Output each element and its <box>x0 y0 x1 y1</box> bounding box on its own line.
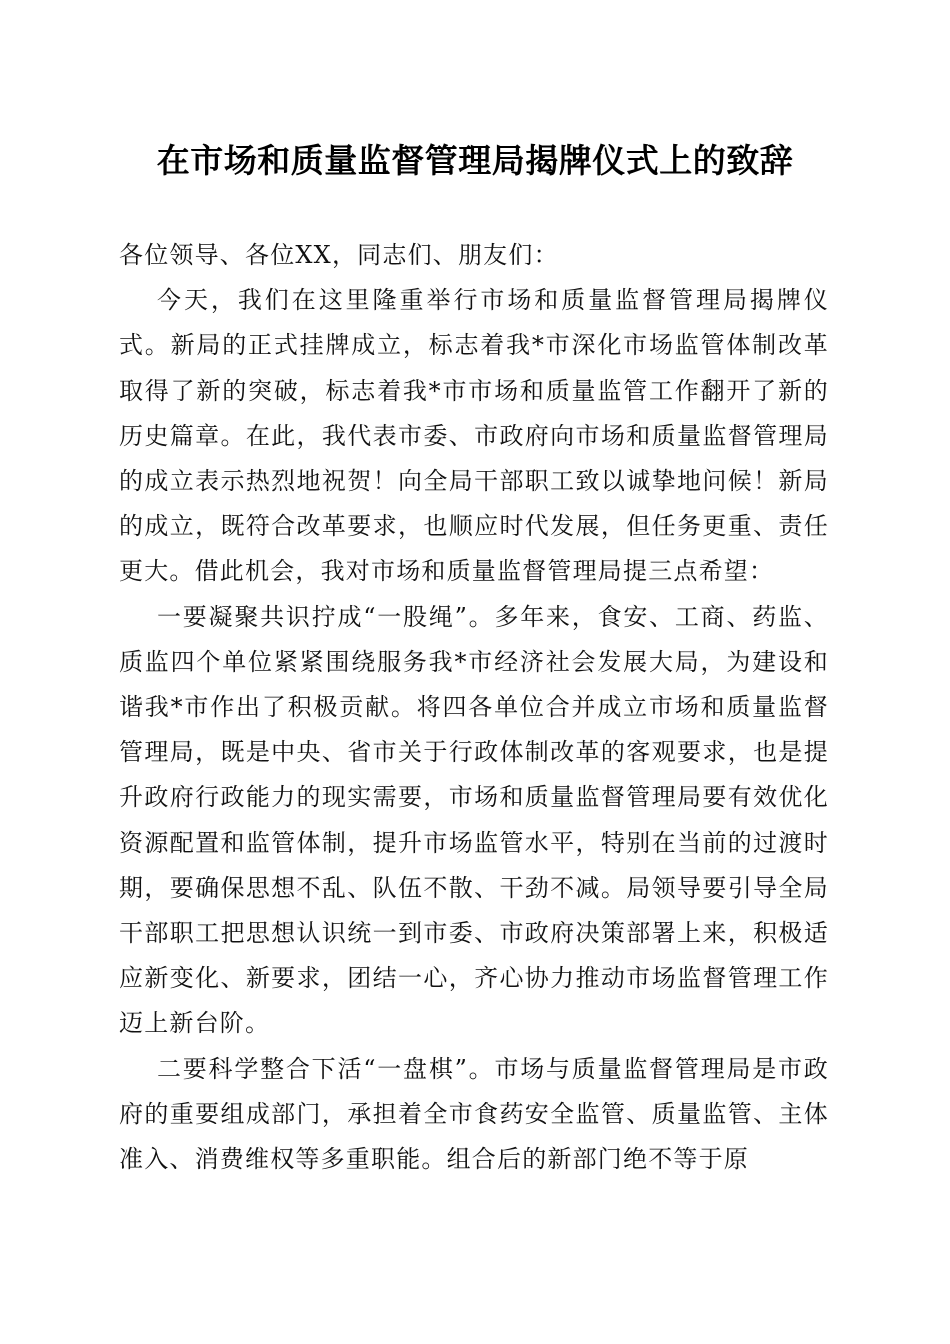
document-title: 在市场和质量监督管理局揭牌仪式上的致辞 <box>156 141 794 180</box>
document-body <box>119 233 829 1182</box>
point-one-paragraph: 一要凝聚共识拧成“一股绳”。多年来，食安、工商、药监、质监四个单位紧紧围绕服务我*市经济社会发展大局，为建设和谐我*市作出了积极贡献。将四各单位合并成立市场和质量监督管理局，既是中央、省市关于行政体制改革的客观要求，也是提升政府行政能力的现实需要，市场和质量监督管理局要有效优化资源配置和监管体制，提升市场监管水平，特别在当前的过渡时期，要确保思想不乱、队伍不散、干劲不减。局领导要引导全局干部职工把思想认识统一到市委、市政府决策部署上来，积极适应新变化、新要求，团结一心，齐心协力推动市场监督管理工作迈上新台阶。 <box>119 602 829 1038</box>
point-two-paragraph: 二要科学整合下活“一盘棋”。市场与质量监督管理局是市政府的重要组成部门，承担着全市食药安全监管、质量监管、主体准入、消费维权等多重职能。组合后的新部门绝不等于原 <box>119 1054 829 1174</box>
salutation-paragraph: 各位领导、各位XX，同志们、朋友们： <box>119 241 559 269</box>
intro-paragraph: 今天，我们在这里隆重举行市场和质量监督管理局揭牌仪式。新局的正式挂牌成立，标志着我*市深化市场监管体制改革取得了新的突破，标志着我*市市场和质量监管工作翻开了新的历史篇章。在此，我代表市委、市政府向市场和质量监督管理局的成立表示热烈地祝贺！向全局干部职工致以诚挚地问候！新局的成立，既符合改革要求，也顺应时代发展，但任务更重、责任更大。借此机会，我对市场和质量监督管理局提三点希望： <box>119 286 829 586</box>
